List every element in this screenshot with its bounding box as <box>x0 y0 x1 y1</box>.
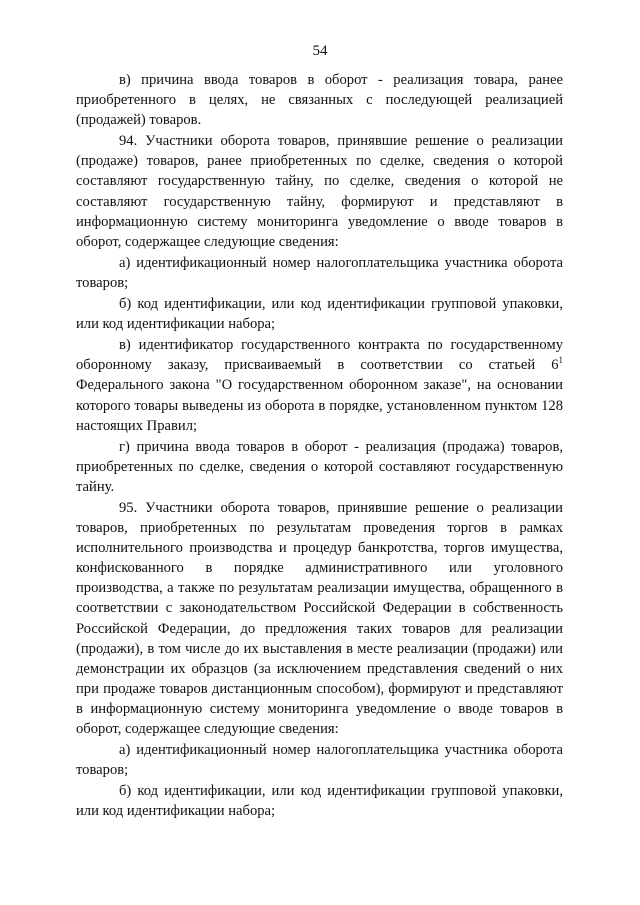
paragraph-94-item-v-text: в) идентификатор государственного контракта по государственному оборонному заказу, присваиваемый в соответствии со статьей 6 <box>76 337 563 374</box>
paragraph-95-item-b: б) код идентификации, или код идентификации групповой упаковки, или код идентификации набора; <box>76 783 563 820</box>
page-number: 54 <box>312 43 328 59</box>
paragraph-95: 95. Участники оборота товаров, принявшие решение о реализации товаров, приобретенных по результатам проведения торгов в рамках исполнительного производства и процедур банкротства, торгов имущества, конфискованного в порядке административного или уголовного производства, а также по результатам реализации имущества, обращенного в соответствии с законодательством Российской Федерации в собственность Российской Федерации, до предложения таких товаров для реализации (продажи), в том числе до их выставления в месте реализации (продажи) или демонстрации их образцов (за исключением представления сведений о них при продаже товаров дистанционным способом), формируют и представляют в информационную систему мониторинга уведомление о вводе товаров в оборот, содержащее следующие сведения: <box>76 499 563 737</box>
document-body <box>76 70 563 822</box>
paragraph-94-item-b: б) код идентификации, или код идентификации групповой упаковки, или код идентификации набора; <box>76 296 563 333</box>
paragraph-94: 94. Участники оборота товаров, принявшие решение о реализации (продаже) товаров, ранее приобретенных по сделке, сведения о которой составляют государственную тайну, по сделке, сведения о которой не составляют государственную тайну, формируют и представляют в информационную систему мониторинга уведомление о вводе товаров в оборот, содержащее следующие сведения: <box>76 133 563 250</box>
paragraph-item-v-reason: в) причина ввода товаров в оборот - реализация товара, ранее приобретенного в целях, не связанных с последующей реализацией (продажей) товаров. <box>76 72 563 129</box>
footnote-superscript: 1 <box>558 355 563 366</box>
paragraph-94-item-g: г) причина ввода товаров в оборот - реализация (продажа) товаров, приобретенных по сделке, сведения о которой составляют государственную тайну. <box>76 438 563 495</box>
paragraph-94-item-v <box>76 335 563 435</box>
paragraph-94-item-v-continuation: Федерального закона "О государственном оборонном заказе", на основании которого товары выведены из оборота в порядке, установленном пунктом 128 настоящих Правил; <box>76 377 563 434</box>
paragraph-95-item-a: а) идентификационный номер налогоплательщика участника оборота товаров; <box>76 742 563 779</box>
paragraph-94-item-a: а) идентификационный номер налогоплательщика участника оборота товаров; <box>76 254 563 291</box>
